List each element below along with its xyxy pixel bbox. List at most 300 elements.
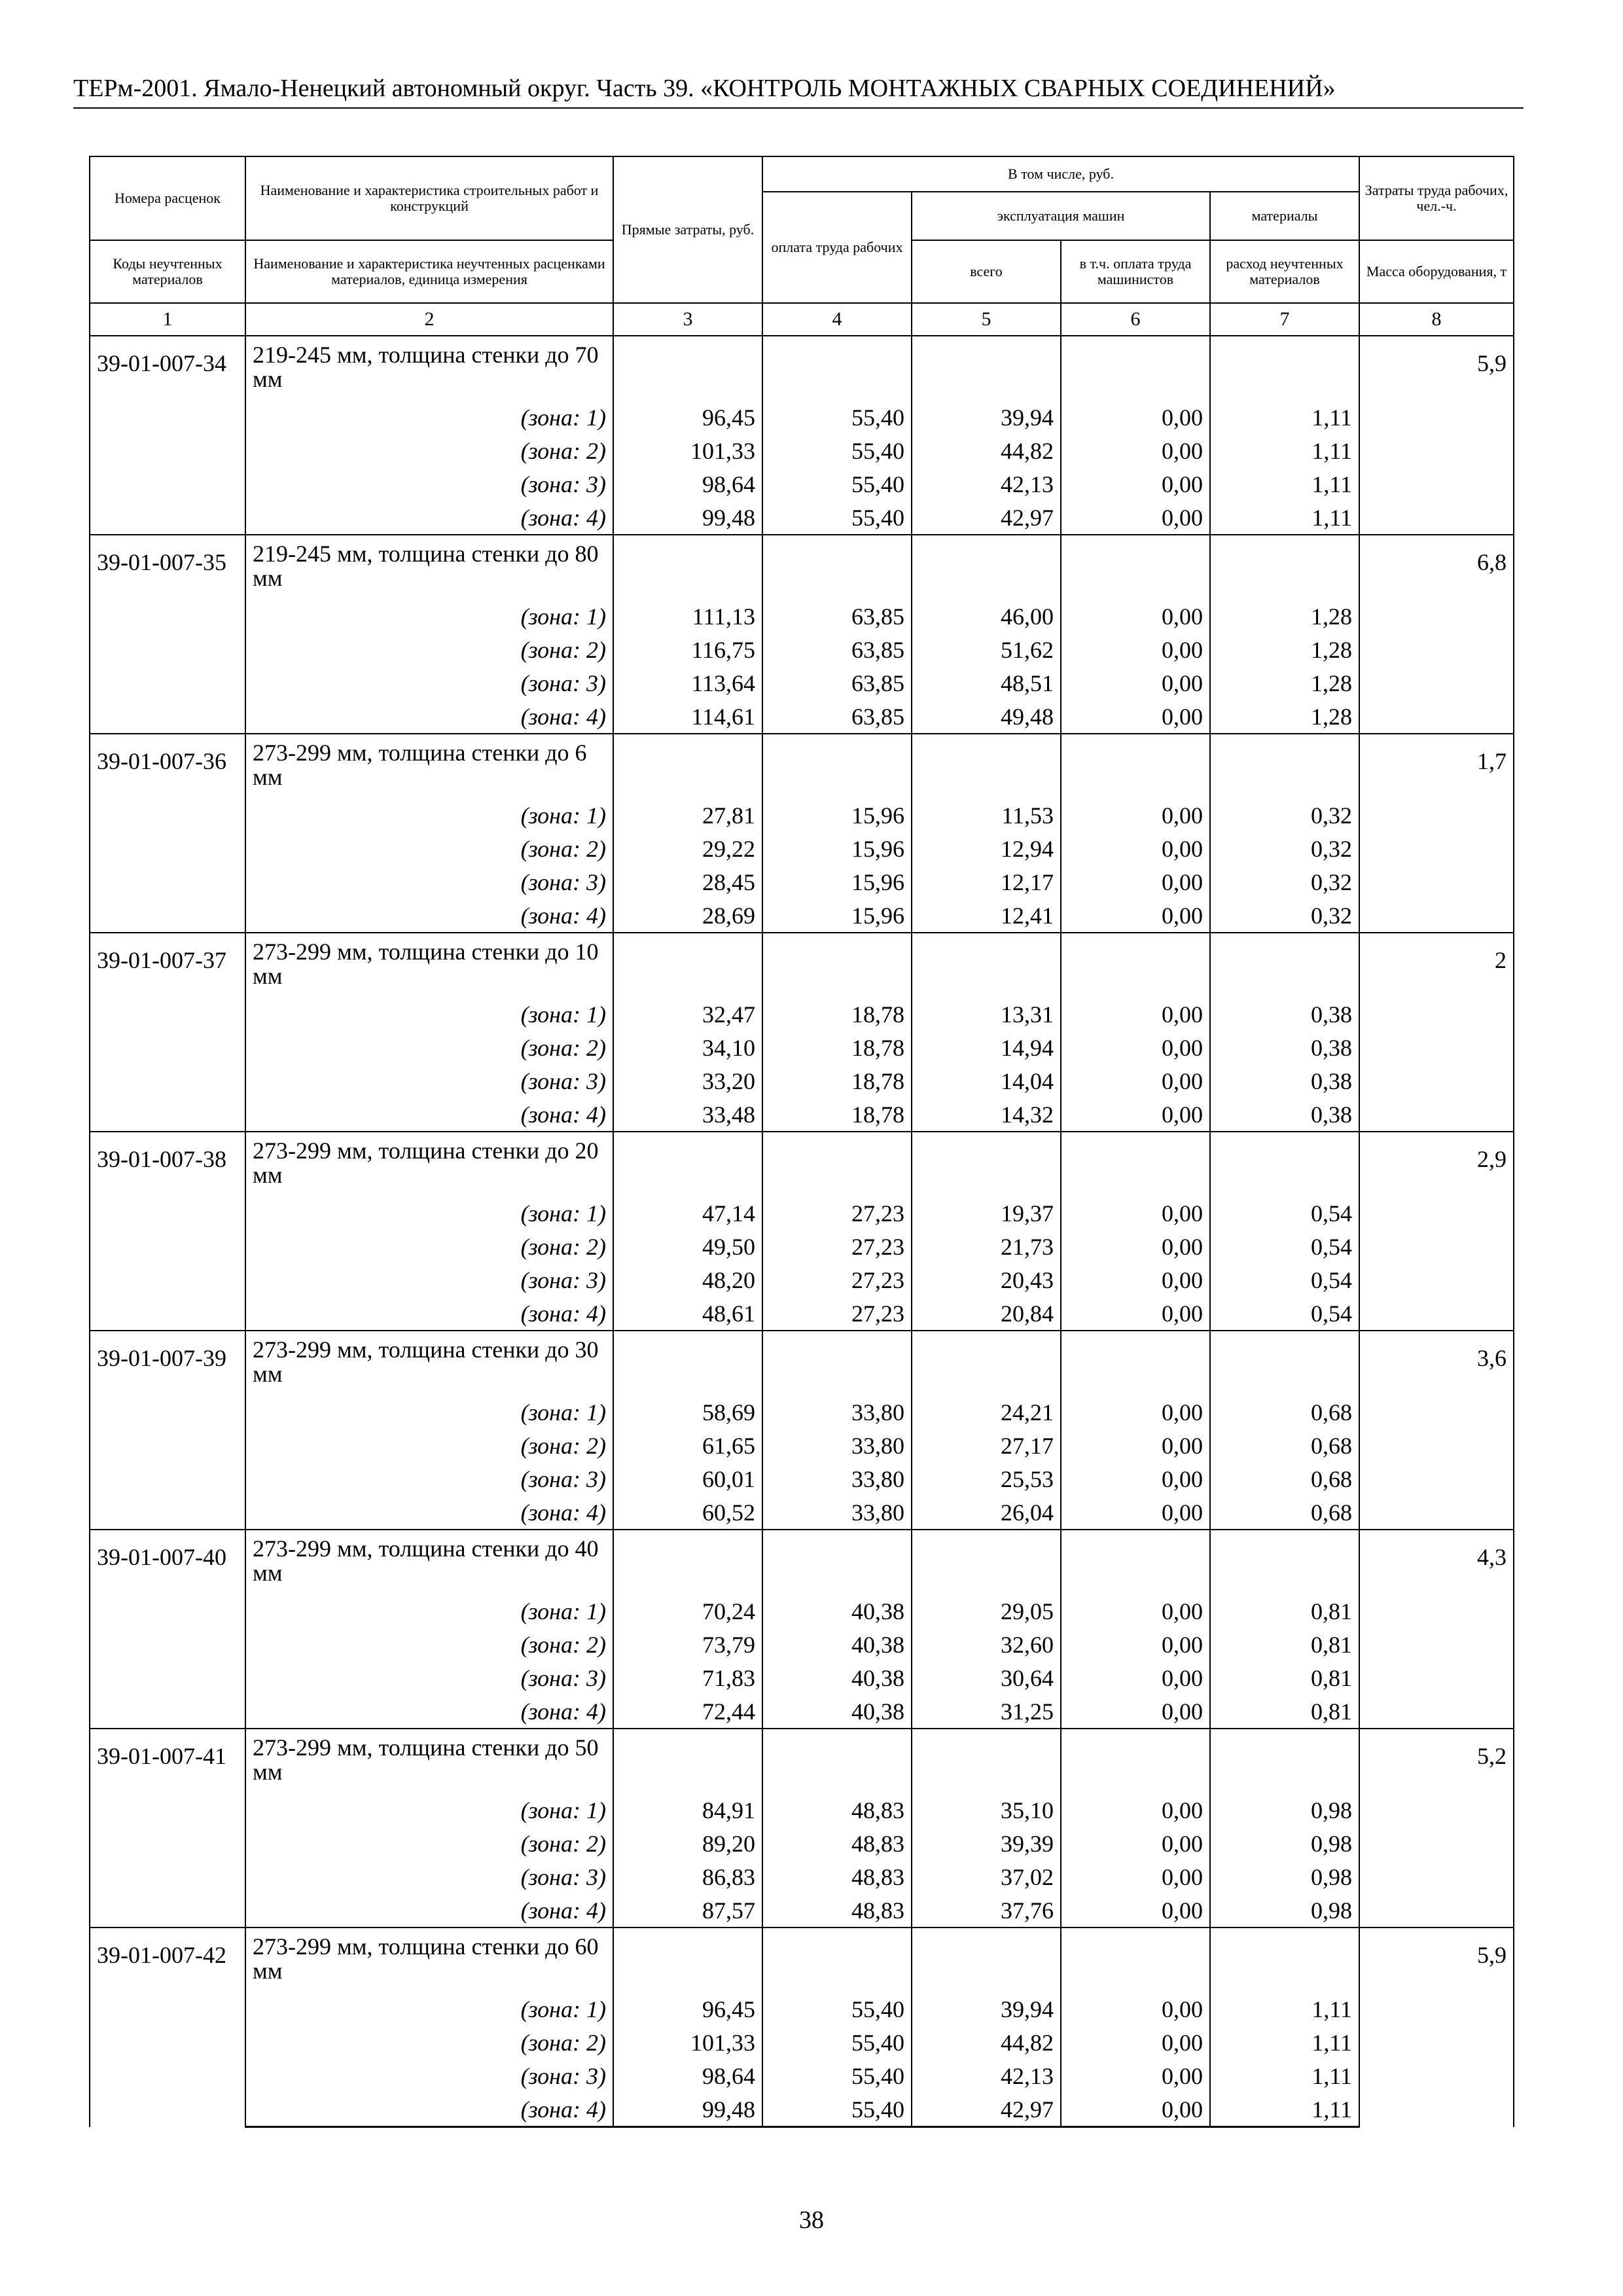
direct-costs-value: 99,48 xyxy=(613,2092,762,2127)
materials-value: 1,11 xyxy=(1210,501,1359,535)
machine-total-value: 32,60 xyxy=(912,1628,1061,1661)
direct-costs-value: 87,57 xyxy=(613,1893,762,1928)
machinist-pay-value: 0,00 xyxy=(1061,1462,1210,1496)
zone-row xyxy=(90,798,1514,832)
machine-total-value: 37,02 xyxy=(912,1860,1061,1893)
zone-row xyxy=(90,1893,1514,1928)
labor-pay-value: 48,83 xyxy=(762,1793,912,1827)
machine-total-value: 39,94 xyxy=(912,1992,1061,2026)
direct-costs-value: 111,13 xyxy=(613,600,762,633)
materials-value: 0,81 xyxy=(1210,1594,1359,1628)
machinist-pay-value: 0,00 xyxy=(1061,865,1210,899)
direct-costs-value: 84,91 xyxy=(613,1793,762,1827)
machine-total-value: 39,94 xyxy=(912,401,1061,434)
machine-total-value: 42,97 xyxy=(912,2092,1061,2127)
machine-total-value: 42,13 xyxy=(912,2059,1061,2092)
zone-label: (зона: 2) xyxy=(245,1628,613,1661)
labor-pay-value: 40,38 xyxy=(762,1695,912,1729)
materials-value: 0,98 xyxy=(1210,1893,1359,1928)
labor-pay-value: 18,78 xyxy=(762,1098,912,1132)
zone-label: (зона: 4) xyxy=(245,501,613,535)
header-materials-consumption: расход неучтенных материалов xyxy=(1210,240,1359,303)
zone-row xyxy=(90,865,1514,899)
equipment-mass: 3,6 xyxy=(1359,1331,1514,1530)
machine-total-value: 48,51 xyxy=(912,666,1061,700)
labor-pay-value: 48,83 xyxy=(762,1893,912,1928)
column-numbers xyxy=(90,303,1514,336)
zone-label: (зона: 2) xyxy=(245,1429,613,1462)
zone-row xyxy=(90,1395,1514,1429)
direct-costs-value: 86,83 xyxy=(613,1860,762,1893)
labor-pay-value: 27,23 xyxy=(762,1297,912,1331)
materials-value: 0,98 xyxy=(1210,1860,1359,1893)
materials-value: 1,28 xyxy=(1210,633,1359,666)
labor-pay-value: 63,85 xyxy=(762,666,912,700)
labor-pay-value: 33,80 xyxy=(762,1429,912,1462)
zone-label: (зона: 1) xyxy=(245,1594,613,1628)
equipment-mass: 5,9 xyxy=(1359,1928,1514,2127)
rate-title-row xyxy=(90,1928,1514,1992)
zone-label: (зона: 4) xyxy=(245,1297,613,1331)
machine-total-value: 27,17 xyxy=(912,1429,1061,1462)
direct-costs-value: 29,22 xyxy=(613,832,762,865)
rate-name: 273-299 мм, толщина стенки до 6 мм xyxy=(245,734,613,798)
zone-row xyxy=(90,832,1514,865)
rate-code: 39-01-007-41 xyxy=(90,1729,245,1928)
direct-costs-value: 34,10 xyxy=(613,1031,762,1064)
labor-pay-value: 63,85 xyxy=(762,700,912,734)
machine-total-value: 39,39 xyxy=(912,1827,1061,1860)
zone-row xyxy=(90,1196,1514,1230)
rate-group xyxy=(90,734,1514,933)
machinist-pay-value: 0,00 xyxy=(1061,633,1210,666)
machine-total-value: 20,84 xyxy=(912,1297,1061,1331)
materials-value: 0,81 xyxy=(1210,1628,1359,1661)
zone-label: (зона: 3) xyxy=(245,666,613,700)
zone-label: (зона: 1) xyxy=(245,401,613,434)
machine-total-value: 20,43 xyxy=(912,1263,1061,1297)
machinist-pay-value: 0,00 xyxy=(1061,1064,1210,1098)
materials-value: 0,32 xyxy=(1210,899,1359,933)
materials-value: 1,28 xyxy=(1210,666,1359,700)
direct-costs-value: 33,48 xyxy=(613,1098,762,1132)
zone-label: (зона: 2) xyxy=(245,1827,613,1860)
materials-value: 1,11 xyxy=(1210,2026,1359,2059)
equipment-mass: 2 xyxy=(1359,933,1514,1132)
rate-group xyxy=(90,1530,1514,1729)
materials-value: 0,32 xyxy=(1210,865,1359,899)
materials-value: 0,38 xyxy=(1210,1031,1359,1064)
materials-value: 1,11 xyxy=(1210,2092,1359,2127)
materials-value: 0,98 xyxy=(1210,1827,1359,1860)
machine-total-value: 12,17 xyxy=(912,865,1061,899)
machine-total-value: 12,41 xyxy=(912,899,1061,933)
materials-value: 0,54 xyxy=(1210,1297,1359,1331)
labor-pay-value: 63,85 xyxy=(762,600,912,633)
equipment-mass: 5,2 xyxy=(1359,1729,1514,1928)
zone-row xyxy=(90,1793,1514,1827)
labor-pay-value: 18,78 xyxy=(762,997,912,1031)
materials-value: 0,68 xyxy=(1210,1496,1359,1530)
zone-row xyxy=(90,2092,1514,2127)
machine-total-value: 21,73 xyxy=(912,1230,1061,1263)
zone-label: (зона: 1) xyxy=(245,1196,613,1230)
machinist-pay-value: 0,00 xyxy=(1061,1496,1210,1530)
header-rate-numbers: Номера расценок xyxy=(90,156,245,240)
rate-name: 273-299 мм, толщина стенки до 40 мм xyxy=(245,1530,613,1594)
machine-total-value: 42,97 xyxy=(912,501,1061,535)
direct-costs-value: 96,45 xyxy=(613,1992,762,2026)
rate-code: 39-01-007-37 xyxy=(90,933,245,1132)
rate-name: 273-299 мм, толщина стенки до 50 мм xyxy=(245,1729,613,1793)
column-number: 4 xyxy=(762,303,912,336)
zone-row xyxy=(90,1230,1514,1263)
machinist-pay-value: 0,00 xyxy=(1061,899,1210,933)
labor-pay-value: 18,78 xyxy=(762,1064,912,1098)
page-header: ТЕРм-2001. Ямало-Ненецкий автономный округ. Часть 39. «КОНТРОЛЬ МОНТАЖНЫХ СВАРНЫХ СОЕДИНЕНИЙ» xyxy=(73,72,1524,109)
machine-total-value: 25,53 xyxy=(912,1462,1061,1496)
labor-pay-value: 55,40 xyxy=(762,401,912,434)
zone-row xyxy=(90,1628,1514,1661)
rates-table xyxy=(89,156,1514,2128)
page-number: 38 xyxy=(799,2206,824,2234)
zone-label: (зона: 3) xyxy=(245,1462,613,1496)
direct-costs-value: 71,83 xyxy=(613,1661,762,1695)
labor-pay-value: 40,38 xyxy=(762,1661,912,1695)
machine-total-value: 46,00 xyxy=(912,600,1061,633)
machine-total-value: 12,94 xyxy=(912,832,1061,865)
equipment-mass: 5,9 xyxy=(1359,336,1514,535)
zone-row xyxy=(90,1297,1514,1331)
zone-label: (зона: 3) xyxy=(245,1263,613,1297)
materials-value: 0,54 xyxy=(1210,1196,1359,1230)
zone-label: (зона: 3) xyxy=(245,865,613,899)
labor-pay-value: 48,83 xyxy=(762,1827,912,1860)
materials-value: 0,81 xyxy=(1210,1695,1359,1729)
zone-label: (зона: 2) xyxy=(245,1031,613,1064)
labor-pay-value: 15,96 xyxy=(762,798,912,832)
rate-title-row xyxy=(90,1729,1514,1793)
direct-costs-value: 98,64 xyxy=(613,467,762,501)
zone-label: (зона: 3) xyxy=(245,467,613,501)
direct-costs-value: 28,45 xyxy=(613,865,762,899)
machinist-pay-value: 0,00 xyxy=(1061,2026,1210,2059)
labor-pay-value: 33,80 xyxy=(762,1496,912,1530)
materials-value: 0,38 xyxy=(1210,1098,1359,1132)
rate-code: 39-01-007-42 xyxy=(90,1928,245,2127)
rate-code: 39-01-007-34 xyxy=(90,336,245,535)
machinist-pay-value: 0,00 xyxy=(1061,2059,1210,2092)
zone-label: (зона: 1) xyxy=(245,1992,613,2026)
labor-pay-value: 40,38 xyxy=(762,1594,912,1628)
machinist-pay-value: 0,00 xyxy=(1061,666,1210,700)
labor-pay-value: 15,96 xyxy=(762,832,912,865)
zone-row xyxy=(90,434,1514,467)
zone-row xyxy=(90,1827,1514,1860)
machine-total-value: 26,04 xyxy=(912,1496,1061,1530)
zone-label: (зона: 2) xyxy=(245,633,613,666)
labor-pay-value: 33,80 xyxy=(762,1462,912,1496)
machine-total-value: 44,82 xyxy=(912,434,1061,467)
machine-total-value: 42,13 xyxy=(912,467,1061,501)
machinist-pay-value: 0,00 xyxy=(1061,700,1210,734)
zone-row xyxy=(90,1031,1514,1064)
rate-group xyxy=(90,1928,1514,2127)
zone-row xyxy=(90,633,1514,666)
equipment-mass: 4,3 xyxy=(1359,1530,1514,1729)
zone-row xyxy=(90,666,1514,700)
direct-costs-value: 89,20 xyxy=(613,1827,762,1860)
rate-group xyxy=(90,1729,1514,1928)
direct-costs-value: 33,20 xyxy=(613,1064,762,1098)
machine-total-value: 24,21 xyxy=(912,1395,1061,1429)
machine-total-value: 29,05 xyxy=(912,1594,1061,1628)
zone-label: (зона: 3) xyxy=(245,1661,613,1695)
machinist-pay-value: 0,00 xyxy=(1061,997,1210,1031)
zone-row xyxy=(90,600,1514,633)
zone-label: (зона: 2) xyxy=(245,434,613,467)
direct-costs-value: 28,69 xyxy=(613,899,762,933)
materials-value: 0,98 xyxy=(1210,1793,1359,1827)
materials-value: 1,28 xyxy=(1210,700,1359,734)
rate-code: 39-01-007-40 xyxy=(90,1530,245,1729)
machinist-pay-value: 0,00 xyxy=(1061,1695,1210,1729)
zone-label: (зона: 1) xyxy=(245,997,613,1031)
column-number: 8 xyxy=(1359,303,1514,336)
direct-costs-value: 96,45 xyxy=(613,401,762,434)
materials-value: 0,54 xyxy=(1210,1230,1359,1263)
zone-label: (зона: 4) xyxy=(245,899,613,933)
machine-total-value: 35,10 xyxy=(912,1793,1061,1827)
direct-costs-value: 114,61 xyxy=(613,700,762,734)
zone-row xyxy=(90,1860,1514,1893)
direct-costs-value: 113,64 xyxy=(613,666,762,700)
equipment-mass: 1,7 xyxy=(1359,734,1514,933)
rate-title-row xyxy=(90,535,1514,600)
rate-code: 39-01-007-39 xyxy=(90,1331,245,1530)
machinist-pay-value: 0,00 xyxy=(1061,1827,1210,1860)
materials-value: 0,81 xyxy=(1210,1661,1359,1695)
rate-code: 39-01-007-35 xyxy=(90,535,245,734)
machinist-pay-value: 0,00 xyxy=(1061,401,1210,434)
machine-total-value: 14,04 xyxy=(912,1064,1061,1098)
machinist-pay-value: 0,00 xyxy=(1061,1860,1210,1893)
direct-costs-value: 70,24 xyxy=(613,1594,762,1628)
labor-pay-value: 48,83 xyxy=(762,1860,912,1893)
machine-total-value: 14,94 xyxy=(912,1031,1061,1064)
materials-value: 0,68 xyxy=(1210,1429,1359,1462)
zone-row xyxy=(90,1594,1514,1628)
rate-title-row xyxy=(90,336,1514,401)
header-materials: материалы xyxy=(1210,192,1359,240)
header-work-name: Наименование и характеристика строительных работ и конструкций xyxy=(245,156,613,240)
labor-pay-value: 55,40 xyxy=(762,2092,912,2127)
machinist-pay-value: 0,00 xyxy=(1061,501,1210,535)
rate-title-row xyxy=(90,1132,1514,1196)
direct-costs-value: 49,50 xyxy=(613,1230,762,1263)
materials-value: 0,54 xyxy=(1210,1263,1359,1297)
labor-pay-value: 33,80 xyxy=(762,1395,912,1429)
zone-row xyxy=(90,1263,1514,1297)
zone-row xyxy=(90,1695,1514,1729)
zone-row xyxy=(90,899,1514,933)
direct-costs-value: 61,65 xyxy=(613,1429,762,1462)
rate-group xyxy=(90,336,1514,535)
header-labor-costs: Затраты труда рабочих, чел.-ч. xyxy=(1359,156,1514,240)
header-machinist-pay: в т.ч. оплата труда машинистов xyxy=(1061,240,1210,303)
rate-code: 39-01-007-36 xyxy=(90,734,245,933)
rate-title-row xyxy=(90,933,1514,997)
materials-value: 1,11 xyxy=(1210,434,1359,467)
zone-row xyxy=(90,997,1514,1031)
zone-row xyxy=(90,401,1514,434)
labor-pay-value: 63,85 xyxy=(762,633,912,666)
rate-title-row xyxy=(90,1530,1514,1594)
direct-costs-value: 99,48 xyxy=(613,501,762,535)
labor-pay-value: 40,38 xyxy=(762,1628,912,1661)
machine-total-value: 49,48 xyxy=(912,700,1061,734)
zone-label: (зона: 1) xyxy=(245,798,613,832)
direct-costs-value: 27,81 xyxy=(613,798,762,832)
zone-row xyxy=(90,2059,1514,2092)
machinist-pay-value: 0,00 xyxy=(1061,832,1210,865)
materials-value: 0,68 xyxy=(1210,1462,1359,1496)
direct-costs-value: 116,75 xyxy=(613,633,762,666)
labor-pay-value: 55,40 xyxy=(762,434,912,467)
machinist-pay-value: 0,00 xyxy=(1061,1594,1210,1628)
zone-label: (зона: 4) xyxy=(245,1695,613,1729)
zone-row xyxy=(90,2026,1514,2059)
zone-label: (зона: 1) xyxy=(245,1395,613,1429)
header-unaccounted-codes: Коды неучтенных материалов xyxy=(90,240,245,303)
rate-group xyxy=(90,535,1514,734)
machinist-pay-value: 0,00 xyxy=(1061,1098,1210,1132)
direct-costs-value: 101,33 xyxy=(613,434,762,467)
machinist-pay-value: 0,00 xyxy=(1061,1628,1210,1661)
column-number: 2 xyxy=(245,303,613,336)
direct-costs-value: 60,52 xyxy=(613,1496,762,1530)
materials-value: 0,38 xyxy=(1210,1064,1359,1098)
machinist-pay-value: 0,00 xyxy=(1061,1793,1210,1827)
zone-row xyxy=(90,1496,1514,1530)
equipment-mass: 6,8 xyxy=(1359,535,1514,734)
labor-pay-value: 27,23 xyxy=(762,1230,912,1263)
zone-row xyxy=(90,501,1514,535)
machine-total-value: 37,76 xyxy=(912,1893,1061,1928)
zone-row xyxy=(90,467,1514,501)
zone-row xyxy=(90,1661,1514,1695)
rate-group xyxy=(90,1331,1514,1530)
labor-pay-value: 27,23 xyxy=(762,1196,912,1230)
materials-value: 0,38 xyxy=(1210,997,1359,1031)
zone-label: (зона: 3) xyxy=(245,2059,613,2092)
zone-label: (зона: 3) xyxy=(245,1860,613,1893)
zone-label: (зона: 2) xyxy=(245,1230,613,1263)
direct-costs-value: 58,69 xyxy=(613,1395,762,1429)
labor-pay-value: 55,40 xyxy=(762,2026,912,2059)
materials-value: 1,11 xyxy=(1210,467,1359,501)
machine-total-value: 13,31 xyxy=(912,997,1061,1031)
zone-label: (зона: 1) xyxy=(245,600,613,633)
machinist-pay-value: 0,00 xyxy=(1061,798,1210,832)
zone-row xyxy=(90,1429,1514,1462)
materials-value: 1,28 xyxy=(1210,600,1359,633)
labor-pay-value: 27,23 xyxy=(762,1263,912,1297)
rate-title-row xyxy=(90,734,1514,798)
header-unaccounted-names: Наименование и характеристика неучтенных расценками материалов, единица измерения xyxy=(245,240,613,303)
labor-pay-value: 18,78 xyxy=(762,1031,912,1064)
column-number: 1 xyxy=(90,303,245,336)
materials-value: 0,68 xyxy=(1210,1395,1359,1429)
column-number: 5 xyxy=(912,303,1061,336)
machine-total-value: 14,32 xyxy=(912,1098,1061,1132)
rate-group xyxy=(90,933,1514,1132)
direct-costs-value: 48,61 xyxy=(613,1297,762,1331)
labor-pay-value: 55,40 xyxy=(762,1992,912,2026)
rate-name: 273-299 мм, толщина стенки до 60 мм xyxy=(245,1928,613,1992)
labor-pay-value: 55,40 xyxy=(762,2059,912,2092)
rate-name: 273-299 мм, толщина стенки до 20 мм xyxy=(245,1132,613,1196)
column-number: 3 xyxy=(613,303,762,336)
machinist-pay-value: 0,00 xyxy=(1061,1196,1210,1230)
zone-row xyxy=(90,1064,1514,1098)
column-number: 6 xyxy=(1061,303,1210,336)
zone-label: (зона: 2) xyxy=(245,832,613,865)
rate-code: 39-01-007-38 xyxy=(90,1132,245,1331)
header-labor-pay: оплата труда рабочих xyxy=(762,192,912,303)
rate-name: 273-299 мм, толщина стенки до 30 мм xyxy=(245,1331,613,1395)
header-equipment-mass: Масса оборудования, т xyxy=(1359,240,1514,303)
table-header xyxy=(90,156,1514,303)
zone-label: (зона: 3) xyxy=(245,1064,613,1098)
machine-total-value: 44,82 xyxy=(912,2026,1061,2059)
machine-total-value: 31,25 xyxy=(912,1695,1061,1729)
header-direct-costs: Прямые затраты, руб. xyxy=(613,156,762,303)
column-number: 7 xyxy=(1210,303,1359,336)
machine-total-value: 30,64 xyxy=(912,1661,1061,1695)
machinist-pay-value: 0,00 xyxy=(1061,1263,1210,1297)
zone-label: (зона: 4) xyxy=(245,1098,613,1132)
machinist-pay-value: 0,00 xyxy=(1061,1429,1210,1462)
equipment-mass: 2,9 xyxy=(1359,1132,1514,1331)
machinist-pay-value: 0,00 xyxy=(1061,467,1210,501)
labor-pay-value: 15,96 xyxy=(762,865,912,899)
zone-label: (зона: 4) xyxy=(245,1893,613,1928)
zone-row xyxy=(90,1992,1514,2026)
machinist-pay-value: 0,00 xyxy=(1061,434,1210,467)
zone-label: (зона: 1) xyxy=(245,1793,613,1827)
direct-costs-value: 73,79 xyxy=(613,1628,762,1661)
materials-value: 1,11 xyxy=(1210,1992,1359,2026)
zone-label: (зона: 4) xyxy=(245,700,613,734)
labor-pay-value: 55,40 xyxy=(762,467,912,501)
zone-row xyxy=(90,1098,1514,1132)
rate-name: 273-299 мм, толщина стенки до 10 мм xyxy=(245,933,613,997)
zone-row xyxy=(90,700,1514,734)
direct-costs-value: 32,47 xyxy=(613,997,762,1031)
direct-costs-value: 47,14 xyxy=(613,1196,762,1230)
materials-value: 1,11 xyxy=(1210,401,1359,434)
machinist-pay-value: 0,00 xyxy=(1061,1395,1210,1429)
machinist-pay-value: 0,00 xyxy=(1061,1661,1210,1695)
header-machine-total: всего xyxy=(912,240,1061,303)
machinist-pay-value: 0,00 xyxy=(1061,1230,1210,1263)
direct-costs-value: 48,20 xyxy=(613,1263,762,1297)
header-including: В том числе, руб. xyxy=(762,156,1359,192)
machinist-pay-value: 0,00 xyxy=(1061,600,1210,633)
machinist-pay-value: 0,00 xyxy=(1061,2092,1210,2127)
rate-group xyxy=(90,1132,1514,1331)
